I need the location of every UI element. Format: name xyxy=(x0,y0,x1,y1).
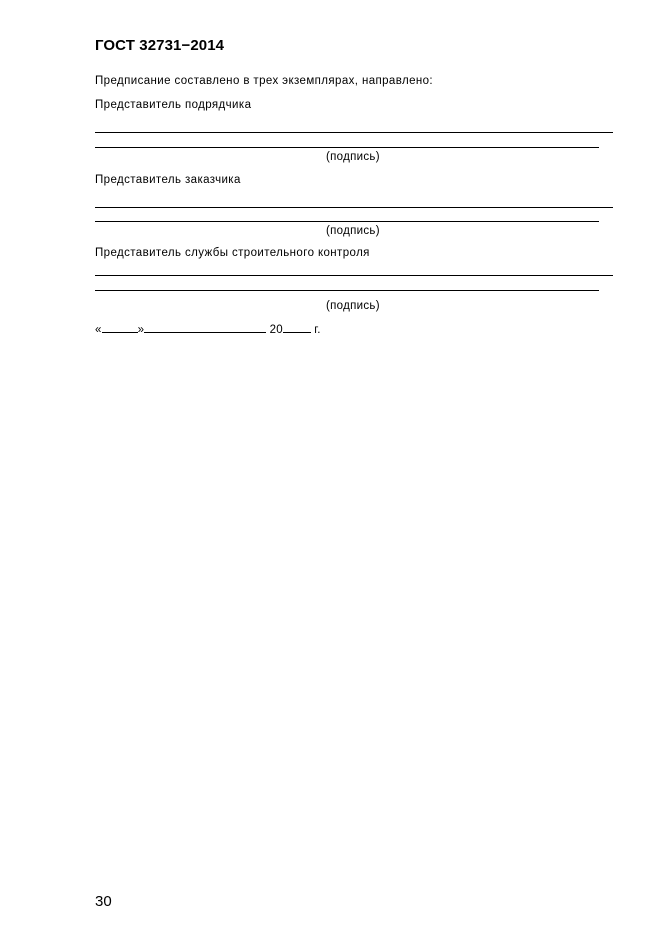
page-number: 30 xyxy=(95,893,112,910)
day-blank xyxy=(102,321,138,333)
control-service-name-line xyxy=(95,275,613,276)
customer-signature-line xyxy=(95,221,599,222)
customer-name-line xyxy=(95,207,613,208)
control-service-label: Представитель службы строительного контроля xyxy=(95,247,370,259)
month-blank xyxy=(144,321,266,333)
year-blank xyxy=(283,321,311,333)
customer-label: Представитель заказчика xyxy=(95,174,241,186)
intro-text: Предписание составлено в трех экземплярах, направлено: xyxy=(95,75,434,87)
date-open-quote: « xyxy=(95,324,102,336)
document-header-title: ГОСТ 32731−2014 xyxy=(95,37,225,54)
year-suffix: г. xyxy=(314,324,321,336)
customer-signature-caption: (подпись) xyxy=(326,225,380,237)
contractor-signature-line xyxy=(95,147,599,148)
control-service-signature-line xyxy=(95,290,599,291)
control-service-signature-caption: (подпись) xyxy=(326,300,380,312)
contractor-label: Представитель подрядчика xyxy=(95,99,252,111)
date-close-quote: » xyxy=(137,324,145,336)
date-line xyxy=(95,321,321,336)
contractor-signature-caption: (подпись) xyxy=(326,151,380,163)
contractor-name-line xyxy=(95,132,613,133)
year-prefix: 20 xyxy=(269,324,283,336)
